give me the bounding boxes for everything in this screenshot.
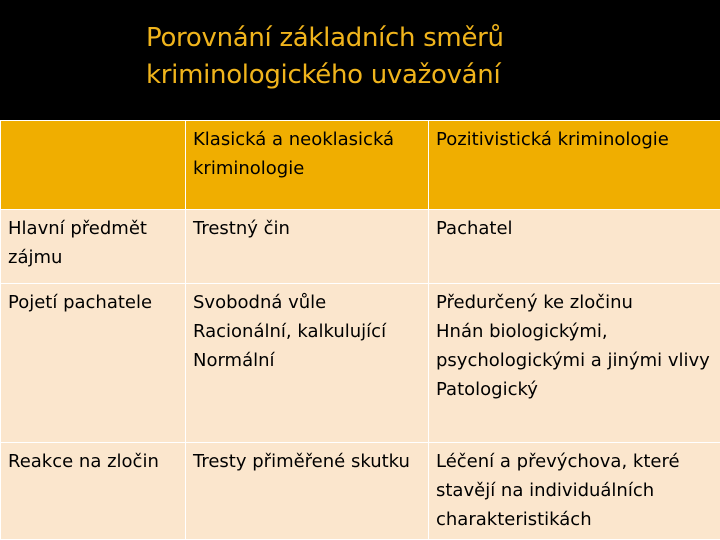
cell-line: Léčení a převýchova, které stavějí na individuálních charakteristikách <box>436 450 680 530</box>
cell-line: Trestný čin <box>193 218 290 239</box>
table-row <box>1 284 720 442</box>
slide-title-line-1: Porovnání základních směrů <box>146 23 504 53</box>
cell-line: Normální <box>193 350 275 372</box>
comparison-table <box>0 120 720 540</box>
positivist-cell <box>429 442 720 540</box>
table-header-row <box>1 121 720 210</box>
table-row <box>1 210 720 284</box>
cell-line: Patologický <box>436 379 538 401</box>
slide-title <box>146 20 706 94</box>
slide-title-line-2: kriminologického uvažování <box>146 60 501 90</box>
cell-line: Svobodná vůle <box>193 292 327 314</box>
classical-cell <box>186 442 429 540</box>
classical-cell <box>186 284 429 442</box>
positivist-cell <box>429 210 720 284</box>
cell-line: Tresty přiměřené skutku <box>193 450 410 472</box>
cell-line: Pachatel <box>436 218 513 239</box>
header-positivist: Pozitivistická kriminologie <box>429 121 720 210</box>
header-empty-cell <box>1 121 186 210</box>
classical-cell <box>186 210 429 284</box>
table-row <box>1 442 720 540</box>
cell-line: Hnán biologickými, psychologickými a jinými vlivy <box>436 321 710 372</box>
cell-line: Racionální, kalkulující <box>193 321 387 343</box>
positivist-cell <box>429 284 720 442</box>
row-label: Pojetí pachatele <box>1 284 186 442</box>
header-classical: Klasická a neoklasická kriminologie <box>186 121 429 210</box>
row-label: Hlavní předmět zájmu <box>1 210 186 284</box>
row-label: Reakce na zločin <box>1 442 186 540</box>
cell-line: Předurčený ke zločinu <box>436 292 633 314</box>
